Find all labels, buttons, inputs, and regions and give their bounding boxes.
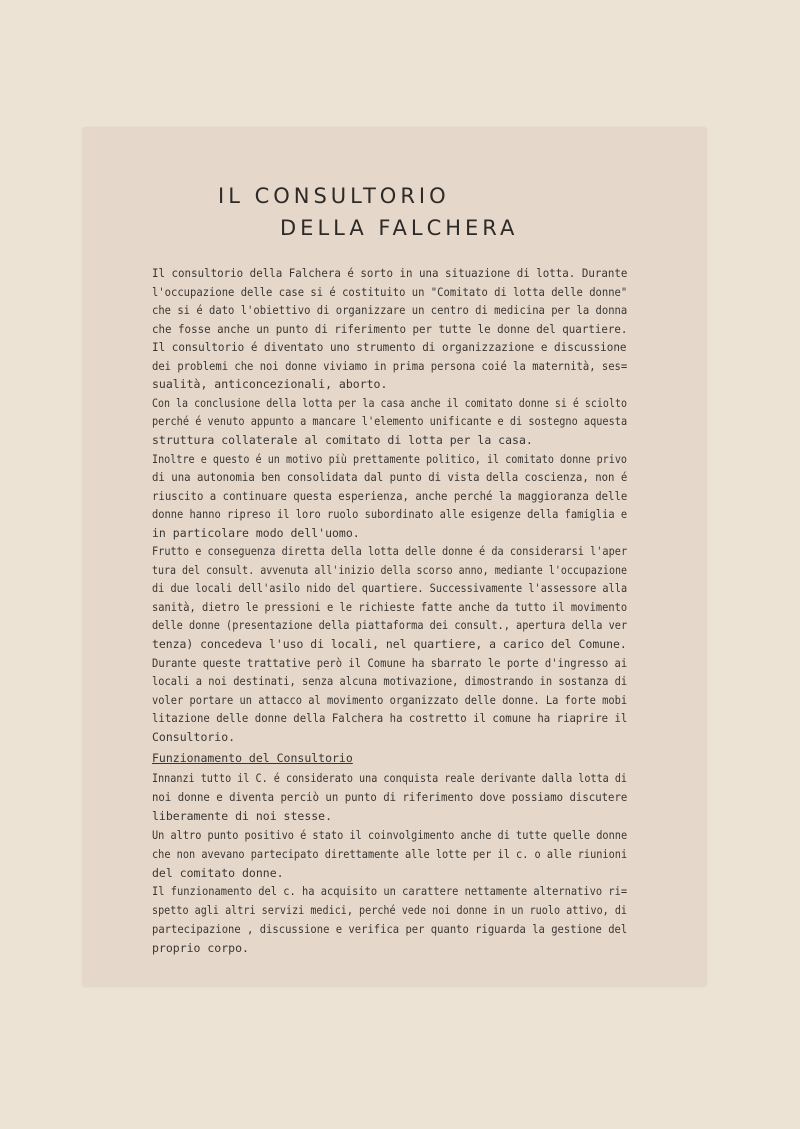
text-line: che non avevano partecipato direttamente alle lotte per il c. o alle riunioni [152,846,628,861]
text-line: dei problemi che noi donne viviamo in prima persona coié la maternità, ses= [152,358,628,373]
typewritten-sheet [83,128,706,986]
text-line: sualità, anticoncezionali, aborto. [152,377,388,392]
text-line: spetto agli altri servizi medici, perché vede noi donne in un ruolo attivo, di [152,903,628,918]
text-line: delle donne (presentazione della piattaforma dei consult., apertura della ver [152,618,628,633]
text-line: donne hanno ripreso il loro ruolo subordinato alle esigenze della famiglia e [152,507,628,522]
text-line: Consultorio. [152,729,236,744]
text-line: Durante queste trattative però il Comune ha sbarrato le porte d'ingresso ai [152,655,628,670]
text-line: Il consultorio é diventato uno strumento di organizzazione e discussione [152,340,627,355]
text-line: struttura collaterale al comitato di lotta per la casa. [152,432,533,447]
text-line: in particolare modo dell'uomo. [152,525,360,540]
text-line: Il funzionamento del c. ha acquisito un carattere nettamente alternativo ri= [152,884,628,899]
text-line: di due locali dell'asilo nido del quartiere. Successivamente l'assessore alla [152,581,628,596]
text-line: perché é venuto appunto a mancare l'elemento unificante e di sostegno aquesta [152,414,628,429]
title-line-2: DELLA FALCHERA [280,216,519,240]
text-line: litazione delle donne della Falchera ha costretto il comune ha riaprire il [152,711,628,726]
text-line: Il consultorio della Falchera é sorto in una situazione di lotta. Durante [152,266,628,280]
text-line: liberamente di noi stesse. [152,808,333,823]
text-line: riuscito a continuare questa esperienza, anche perché la maggioranza delle [152,488,628,503]
text-line: locali a noi destinati, senza alcuna motivazione, dimostrando in sostanza di [152,674,628,689]
text-line: noi donne e diventa perciò un punto di riferimento dove possiamo discutere [152,789,628,804]
text-line: voler portare un attacco al movimento organizzato delle donne. La forte mobi [152,692,628,707]
text-line: che fosse anche un punto di riferimento per tutte le donne del quartiere. [152,321,628,336]
text-line: Frutto e conseguenza diretta della lotta delle donne é da considerarsi l'aper [152,544,628,559]
text-line: Con la conclusione della lotta per la casa anche il comitato donne si é sciolto [152,395,627,410]
text-line: Innanzi tutto il C. é considerato una conquista reale derivante dalla lotta di [152,771,628,785]
text-line: Inoltre e questo é un motivo più prettamente politico, il comitato donne privo [152,451,628,466]
text-line: Un altro punto positivo é stato il coinvolgimento anche di tutte quelle donne [152,827,628,842]
text-line: partecipazione , discussione e verifica per quanto riguarda la gestione del [152,922,628,937]
text-line: che si é dato l'obiettivo di organizzare un centro di medicina per la donna [152,303,628,318]
text-line: del comitato donne. [152,865,284,880]
text-line: sanità, dietro le pressioni e le richieste fatte anche da tutto il movimento [152,599,628,614]
text-line: tura del consult. avvenuta all'inizio della scorso anno, mediante l'occupazione [152,562,627,577]
text-line: l'occupazione delle case si é costituito un "Comitato di lotta delle donne" [152,284,628,299]
section-heading: Funzionamento del Consultorio [152,751,353,765]
text-line: proprio corpo. [152,941,249,956]
title-line-1: IL CONSULTORIO [218,184,450,208]
text-line: di una autonomia ben consolidata dal punto di vista della coscienza, non é [152,470,628,485]
text-line: tenza) concedeva l'uso di locali, nel quartiere, a carico del Comune. [152,637,627,651]
